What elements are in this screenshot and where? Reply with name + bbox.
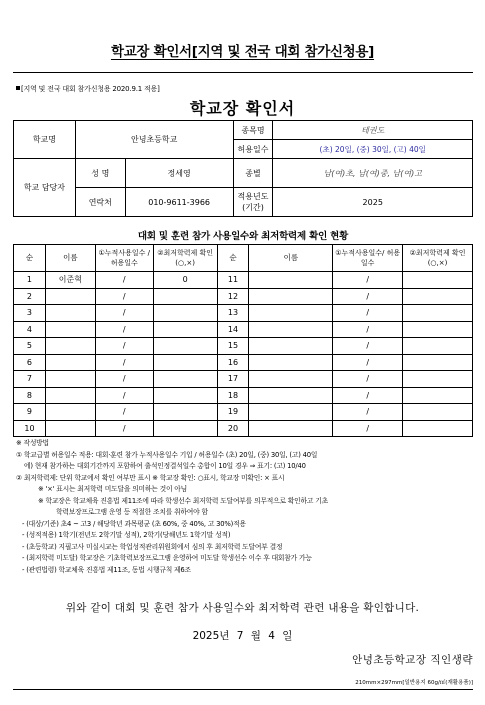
square-bullet-icon <box>16 86 20 90</box>
row-check-left <box>153 404 217 421</box>
col-days-left: ①누적사용일수 /허용일수 <box>95 245 153 272</box>
row-check-left: 0 <box>153 272 217 289</box>
row-no-left: 10 <box>14 420 46 437</box>
title-prefix: 학교장 확인서[ <box>110 44 198 60</box>
table-row <box>14 371 473 388</box>
row-check-left <box>153 354 217 371</box>
row-check-right <box>403 338 473 355</box>
row-name-right <box>249 288 333 305</box>
row-name-left <box>45 288 95 305</box>
form-title: 학교장 확인서 <box>189 99 296 118</box>
row-check-right <box>403 272 473 289</box>
year-value: 2025 <box>273 188 473 217</box>
row-days-left: / <box>95 321 153 338</box>
row-days-right: / <box>333 288 403 305</box>
name-label: 성 명 <box>75 159 125 188</box>
row-check-left <box>153 321 217 338</box>
row-check-right <box>403 288 473 305</box>
row-no-right: 17 <box>217 371 249 388</box>
table-row <box>14 420 473 437</box>
row-days-right: / <box>333 420 403 437</box>
row-no-right: 11 <box>217 272 249 289</box>
table-row <box>14 387 473 404</box>
row-days-right: / <box>333 387 403 404</box>
row-name-left <box>45 404 95 421</box>
row-no-right: 19 <box>217 404 249 421</box>
row-name-left <box>45 354 95 371</box>
row-check-right <box>403 404 473 421</box>
row-days-right: / <box>333 321 403 338</box>
row-days-right: / <box>333 338 403 355</box>
row-days-left: / <box>95 371 153 388</box>
row-no-right: 16 <box>217 354 249 371</box>
row-no-left: 2 <box>14 288 46 305</box>
instructions-header: ※ 작성방법 <box>16 439 49 447</box>
row-name-left: 이준혁 <box>45 272 95 289</box>
note-1: ① 학교급별 허용일수 적용: 대회·훈련 참가 누적사용일수 기입 / 허용일수 (초) 20일, (중) 30일, (고) 40일 <box>16 450 318 459</box>
row-check-left <box>153 371 217 388</box>
days-value: (초) 20일, (중) 30일, (고) 40일 <box>273 140 473 159</box>
col-days-right: ①누적사용일수/ 허용일수 <box>333 245 403 272</box>
row-check-right <box>403 321 473 338</box>
note-7: - (초등학교) 지필고사 미실시교는 학업성적관리위원회에서 심의 후 최저학력 도달여부 결정 <box>22 542 283 551</box>
title-suffix: ] <box>368 44 375 60</box>
row-check-left <box>153 420 217 437</box>
col-name-right: 이름 <box>249 245 333 272</box>
row-days-right: / <box>333 371 403 388</box>
row-days-left: / <box>95 404 153 421</box>
note-5: - (대상/기준) 초4 ~ 고3 / 해당학년 과목평균 (초 60%, 중 40%, 고 30%)적용 <box>22 519 246 528</box>
row-no-right: 20 <box>217 420 249 437</box>
col-no-right: 순 <box>217 245 249 272</box>
row-name-left <box>45 387 95 404</box>
row-name-right <box>249 404 333 421</box>
applicable-note-text: [지역 및 전국 대회 참가신청용 2020.9.1 적용] <box>21 85 160 93</box>
grid-heading: 대회 및 훈련 참가 사용일수와 최저학력제 확인 현황 <box>137 231 349 242</box>
event-label: 종목명 <box>233 121 273 140</box>
participation-table <box>13 244 473 437</box>
row-check-left <box>153 305 217 322</box>
row-no-left: 4 <box>14 321 46 338</box>
table-header-row <box>14 245 473 272</box>
note-2: ② 최저학력제: 단위 학교에서 확인 여부만 표시 ※ 학교장 확인: ○표시, 학교장 미확인: × 표시 <box>16 473 285 482</box>
table-row <box>14 272 473 289</box>
row-name-right <box>249 272 333 289</box>
row-no-left: 3 <box>14 305 46 322</box>
table-row <box>14 404 473 421</box>
col-name-left: 이름 <box>45 245 95 272</box>
row-name-right <box>249 371 333 388</box>
row-check-right <box>403 305 473 322</box>
confirmation-date: 2025년 7 월 4 일 <box>192 630 293 642</box>
row-check-left <box>153 288 217 305</box>
confirmation-statement: 위와 같이 대회 및 훈련 참가 사용일수와 최저학력 관련 내용을 확인합니다. <box>65 602 420 614</box>
table-row <box>14 354 473 371</box>
row-check-right <box>403 387 473 404</box>
row-days-left: / <box>95 288 153 305</box>
row-name-left <box>45 305 95 322</box>
row-check-right <box>403 420 473 437</box>
row-name-right <box>249 338 333 355</box>
note-6: - (성적적용) 1학기(전년도 2학기말 성적), 2학기(당해년도 1학기말 성적) <box>22 531 231 539</box>
school-label: 학교명 <box>14 121 76 159</box>
row-check-left <box>153 338 217 355</box>
row-name-left <box>45 420 95 437</box>
table-row <box>14 305 473 322</box>
row-days-right: / <box>333 404 403 421</box>
instructions <box>16 438 476 576</box>
row-no-left: 5 <box>14 338 46 355</box>
school-value: 안녕초등학교 <box>75 121 233 159</box>
note-8: - (최저학력 미도달) 학교장은 기초학력보장프로그램 운영하여 미도달 학생선수 이수 후 대회참가 가능 <box>22 554 312 562</box>
row-no-right: 13 <box>217 305 249 322</box>
paper-spec-footer: 210mm×297mm[일반용지 60g/㎡(재활용품)] <box>355 680 473 686</box>
row-name-right <box>249 420 333 437</box>
row-name-right <box>249 387 333 404</box>
table-row <box>14 338 473 355</box>
row-days-left: / <box>95 387 153 404</box>
table-row <box>14 321 473 338</box>
row-days-left: / <box>95 272 153 289</box>
row-no-left: 1 <box>14 272 46 289</box>
row-days-right: / <box>333 272 403 289</box>
note-4: ※ 학교장은 학교체육 진흥법 제11조에 따라 학생선수 최저학력 도달여부를 의무적으로 확인하고 기초 <box>38 496 328 505</box>
note-4b: 학력보장프로그램 운영 등 적절한 조치를 취하여야 함 <box>56 508 208 516</box>
row-days-left: / <box>95 420 153 437</box>
row-name-right <box>249 321 333 338</box>
contact-label: 연락처 <box>75 188 125 217</box>
row-days-right: / <box>333 354 403 371</box>
name-value: 정세영 <box>125 159 233 188</box>
row-no-left: 8 <box>14 387 46 404</box>
col-check-left: ②최저학력제 확인(○,×) <box>153 245 217 272</box>
row-no-right: 12 <box>217 288 249 305</box>
row-check-right <box>403 354 473 371</box>
row-no-right: 18 <box>217 387 249 404</box>
row-check-left <box>153 387 217 404</box>
days-label: 허용일수 <box>233 140 273 159</box>
row-days-left: / <box>95 305 153 322</box>
row-name-left <box>45 338 95 355</box>
year-label: 적용년도 (기간) <box>233 188 273 217</box>
row-name-left <box>45 321 95 338</box>
row-days-left: / <box>95 354 153 371</box>
footer-divider <box>13 689 473 690</box>
level-label: 종별 <box>233 159 273 188</box>
row-no-right: 15 <box>217 338 249 355</box>
note-3: ※ '×' 표시는 최저학력 미도달을 의미하는 것이 아님 <box>38 485 188 493</box>
manager-label: 학교 담당자 <box>14 159 76 217</box>
row-no-left: 7 <box>14 371 46 388</box>
row-name-right <box>249 354 333 371</box>
row-name-left <box>45 371 95 388</box>
col-no-left: 순 <box>14 245 46 272</box>
row-check-right <box>403 371 473 388</box>
row-days-right: / <box>333 305 403 322</box>
note-9: - (관련법령) 학교체육 진흥법 제11조, 동법 시행규칙 제6조 <box>22 565 191 574</box>
event-value: 테권도 <box>273 121 473 140</box>
row-days-left: / <box>95 338 153 355</box>
applicable-note <box>16 84 160 94</box>
contact-value: 010-9611-3966 <box>125 188 233 217</box>
row-no-left: 9 <box>14 404 46 421</box>
row-name-right <box>249 305 333 322</box>
document-title <box>0 40 485 60</box>
divider <box>13 72 473 73</box>
note-1b: 에) 현재 참가하는 대회기간까지 포함하여 출석인정결석일수 총합이 10일 경우 ⇒ 표기: (고) 10/40 <box>24 462 306 470</box>
title-main: 지역 및 전국 대회 참가신청용 <box>197 44 369 60</box>
info-table <box>13 120 473 217</box>
level-value: 남(여)초, 남(여)중, 남(여)고 <box>273 159 473 188</box>
row-no-left: 6 <box>14 354 46 371</box>
row-no-right: 14 <box>217 321 249 338</box>
principal-signature: 안녕초등학교장 직인생략 <box>352 654 473 666</box>
col-check-right: ②최저학력제 확인(○,×) <box>403 245 473 272</box>
table-row <box>14 288 473 305</box>
